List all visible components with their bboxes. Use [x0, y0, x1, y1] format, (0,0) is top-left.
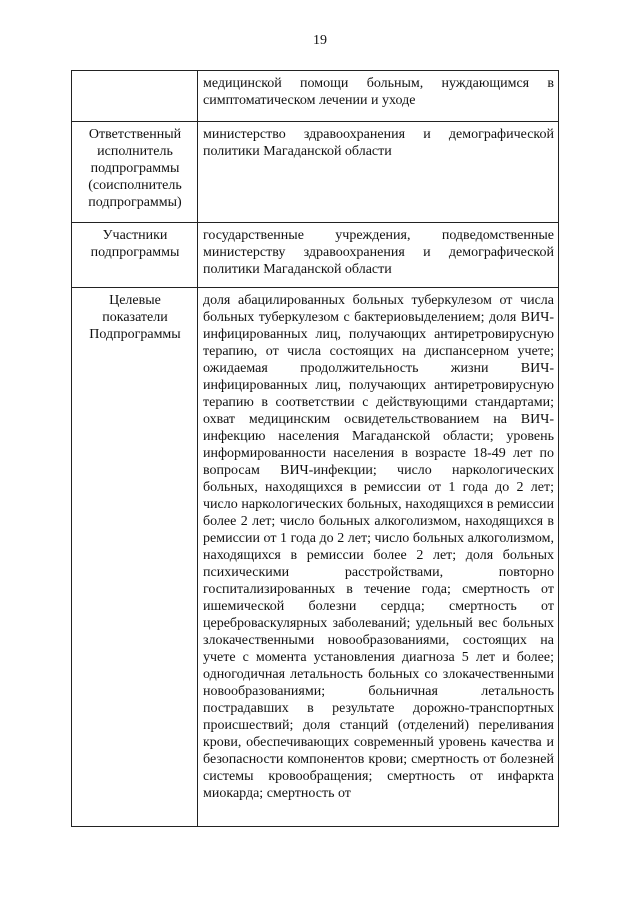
table-row — [72, 223, 559, 288]
row-label — [72, 71, 198, 122]
table-row — [72, 122, 559, 223]
row-label: Ответственный исполнитель подпрограммы (соисполнитель подпрограммы) — [72, 122, 198, 223]
row-label: Целевые показатели Подпрограммы — [72, 288, 198, 827]
page-number: 19 — [313, 33, 327, 48]
table-row — [72, 71, 559, 122]
row-value: доля абацилированных больных туберкулезом от числа больных туберкулезом с бактериовыделением; доля ВИЧ-инфицированных лиц, получающих антиретровирусную терапию, от числа состоящих на диспансерном учете; ожидаемая продолжительность жизни ВИЧ-инфицированных лиц, получающих антиретровирусную терапию в соответствии с действующими стандартами; охват медицинским освидетельствованием на ВИЧ-инфекцию населения Магаданской области; уровень информированности населения в возрасте 18-49 лет по вопросам ВИЧ-инфекции; число наркологических больных, находящихся в ремиссии от 1 года до 2 лет; число наркологических больных, находящихся в ремиссии более 2 лет; число больных алкоголизмом, находящихся в ремиссии от 1 года до 2 лет; число больных алкоголизмом, находящихся в ремиссии более 2 лет; доля больных психическими расстройствами, повторно госпитализированных в течение года; смертность от ишемической болезни сердца; смертность от цереброваскулярных заболеваний; удельный вес больных злокачественными новообразованиями, состоящих на учете с момента установления диагноза 5 лет и более; одногодичная летальность больных со злокачественными новообразованиями; больничная летальность пострадавших в результате дорожно-транспортных происшествий; доля станций (отделений) переливания крови, обеспечивающих современный уровень качества и безопасности компонентов крови; смертность от болезней системы кровообращения; смертность от инфаркта миокарда; смертность от — [203, 293, 554, 801]
row-value: медицинской помощи больным, нуждающимся в симптоматическом лечении и уходе — [198, 71, 559, 122]
row-value: министерство здравоохранения и демографической политики Магаданской области — [198, 122, 559, 223]
row-label: Участники подпрограммы — [72, 223, 198, 288]
subprogram-passport-table — [71, 70, 559, 827]
row-value-cell — [198, 288, 559, 827]
row-value: государственные учреждения, подведомственные министерству здравоохранения и демографической политики Магаданской области — [198, 223, 559, 288]
table-row — [72, 288, 559, 827]
